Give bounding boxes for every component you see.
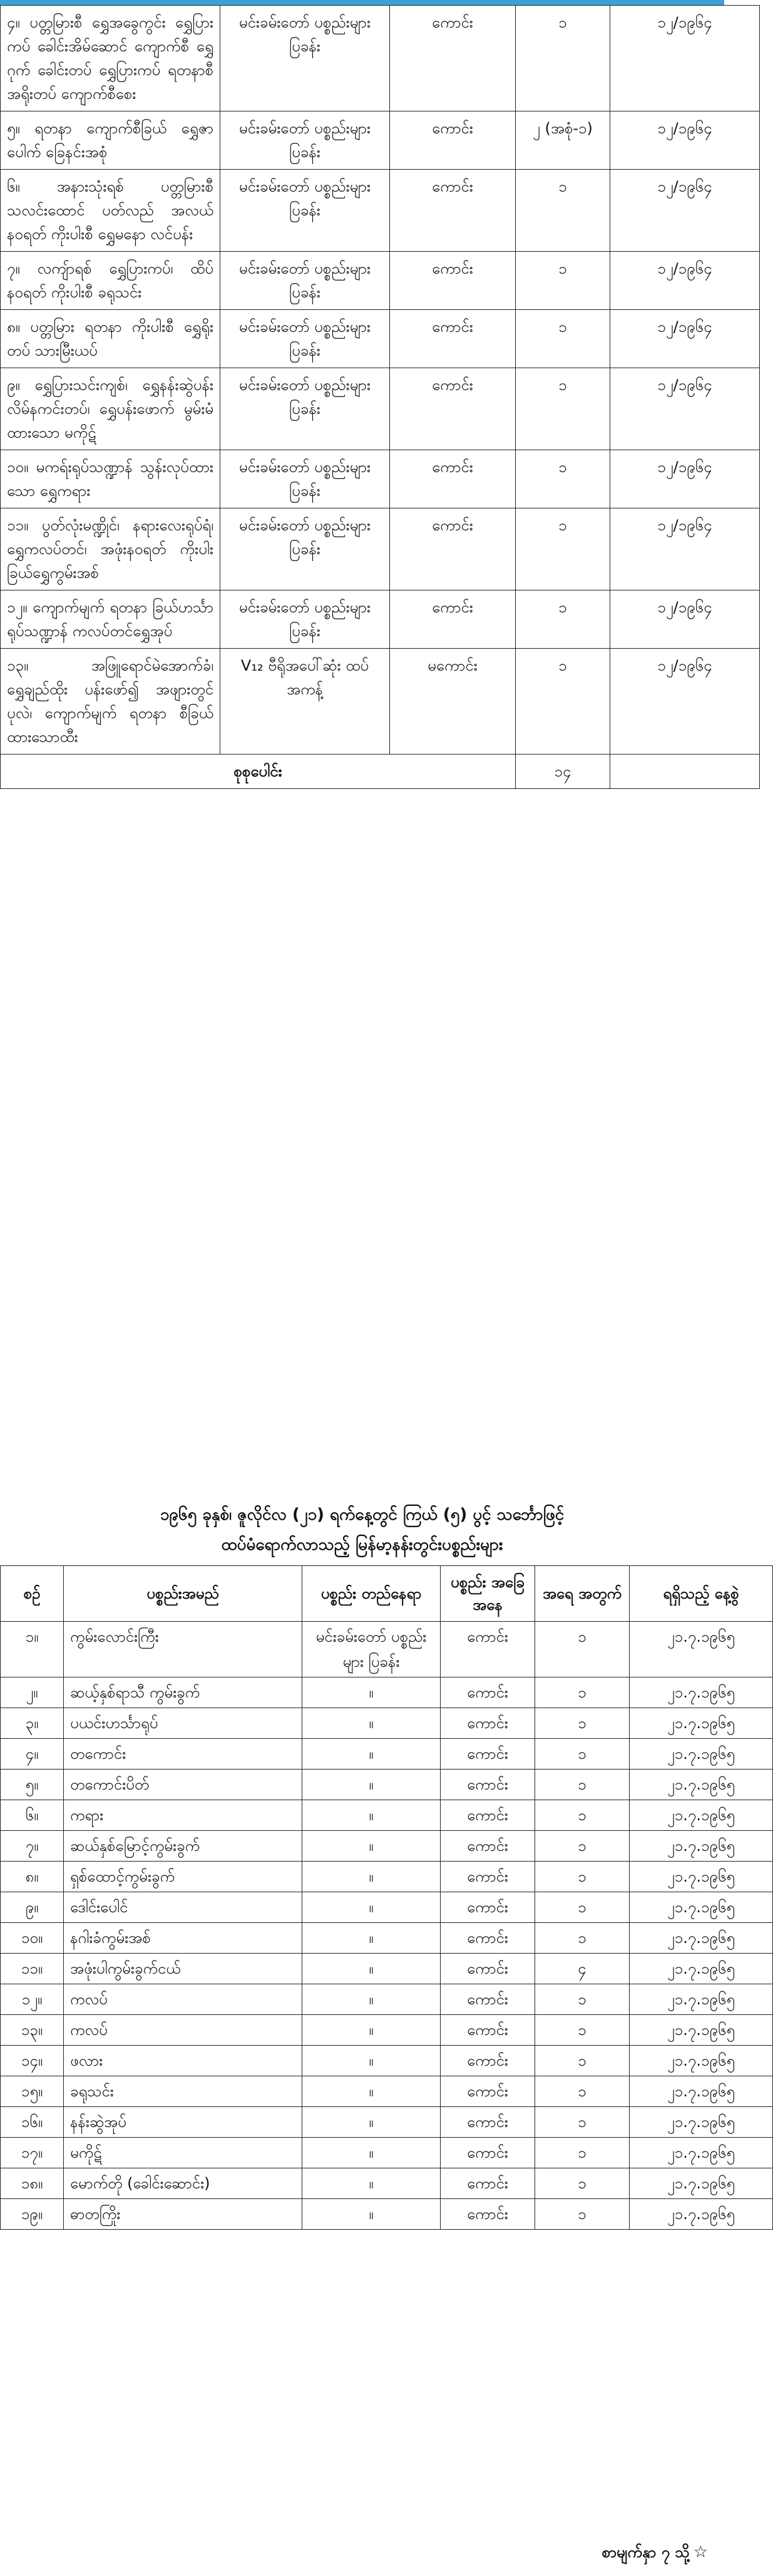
item-quantity: ၁ <box>535 1739 630 1770</box>
item-name: ဆယ်နှစ်မြောင့်ကွမ်းခွက် <box>64 1831 302 1862</box>
item-quantity: ၁ <box>535 1677 630 1708</box>
item-name: ဒေါင်းပေါင် <box>64 1892 302 1923</box>
header-date: ရရှိသည့် နေ့စွဲ <box>630 1566 773 1622</box>
table-row <box>1 111 760 170</box>
item-quantity: ၁ <box>516 368 610 450</box>
item-condition: ကောင်း <box>390 170 516 252</box>
item-location: ။ <box>302 2138 441 2168</box>
table-row <box>1 590 760 649</box>
row-number: ၁၅။ <box>1 2076 64 2107</box>
table-row <box>1 170 760 252</box>
item-quantity: ၁ <box>516 310 610 368</box>
row-number: ၁၉။ <box>1 2199 64 2230</box>
row-number: ၇။ <box>1 1831 64 1862</box>
table-row <box>1 1739 773 1770</box>
item-name: ရှစ်ထောင့်ကွမ်းခွက် <box>64 1862 302 1892</box>
table-header-row <box>1 1566 773 1622</box>
table-row <box>1 2046 773 2076</box>
item-name: ၉။ ရွှေပြားသင်းကျစ်၊ ရွှေနန်းဆွဲပန်းလိမ်နကင်းတပ်၊ ရွှေပန်းဖောက် မွမ်းမံထားသော မကိုဋ် <box>1 368 220 450</box>
item-condition: မကောင်း <box>390 649 516 755</box>
table-row <box>1 252 760 310</box>
items-table-1 <box>0 5 760 789</box>
item-quantity: ၁ <box>535 1622 630 1677</box>
item-location: မင်းခမ်းတော် ပစ္စည်းများပြခန်း <box>220 111 390 170</box>
item-location: ။ <box>302 1862 441 1892</box>
table-row <box>1 450 760 508</box>
table-row <box>1 2168 773 2199</box>
item-condition: ကောင်း <box>441 2168 535 2199</box>
item-location: ။ <box>302 2076 441 2107</box>
item-date: ၁၂/၁၉၆၄ <box>610 252 760 310</box>
total-empty-cell <box>610 755 760 789</box>
item-date: ၁၂/၁၉၆၄ <box>610 649 760 755</box>
row-number: ၁၆။ <box>1 2107 64 2138</box>
item-name: ခရုသင်း <box>64 2076 302 2107</box>
item-name: ၇။ လကျ်ာရစ် ရွှေပြားကပ်၊ ထိပ်နဝရတ် ကိုးပါးစီ ခရုသင်း <box>1 252 220 310</box>
item-date: ၂၁.၇.၁၉၆၅ <box>630 2107 773 2138</box>
table-row <box>1 2199 773 2230</box>
item-quantity: ၁ <box>535 1770 630 1800</box>
item-name: ၄။ ပတ္တမြားစီ ရွှေအခွေကွင်း ရွှေပြားကပ် ခေါင်းအိမ်ဆောင် ကျောက်စီ ရွှေဂုက် ခေါင်းတပ် ရွှေပြားကပ် ရတနာစီ အရိုးတပ် ကျောက်စီစေး <box>1 6 220 111</box>
item-location: မင်းခမ်းတော် ပစ္စည်းများပြခန်း <box>220 252 390 310</box>
item-condition: ကောင်း <box>390 368 516 450</box>
item-condition: ကောင်း <box>441 2046 535 2076</box>
item-location: ။ <box>302 1984 441 2015</box>
item-date: ၂၁.၇.၁၉၆၅ <box>630 2138 773 2168</box>
item-condition: ကောင်း <box>441 1984 535 2015</box>
item-condition: ကောင်း <box>390 252 516 310</box>
table-row <box>1 508 760 590</box>
row-number: ၁၃။ <box>1 2015 64 2046</box>
item-name: တကောင်းပိတ် <box>64 1770 302 1800</box>
item-location: မင်းခမ်းတော် ပစ္စည်းများ ပြခန်း <box>302 1622 441 1677</box>
item-date: ၁၂/၁၉၆၄ <box>610 508 760 590</box>
row-number: ၄။ <box>1 1739 64 1770</box>
item-quantity: ၁ <box>535 1923 630 1954</box>
row-number: ၂။ <box>1 1677 64 1708</box>
item-quantity: ၁ <box>535 2046 630 2076</box>
item-condition: ကောင်း <box>441 1862 535 1892</box>
section-title <box>0 1500 724 1560</box>
table-row <box>1 368 760 450</box>
item-date: ၁၂/၁၉၆၄ <box>610 170 760 252</box>
item-quantity: ၁ <box>516 6 610 111</box>
item-date: ၂၁.၇.၁၉၆၅ <box>630 1831 773 1862</box>
item-name: ကလပ် <box>64 2015 302 2046</box>
row-number: ၁၂။ <box>1 1984 64 2015</box>
table-row <box>1 2015 773 2046</box>
item-location: ။ <box>302 1923 441 1954</box>
item-condition: ကောင်း <box>390 310 516 368</box>
item-name: ၁၂။ ကျောက်မျက် ရတနာ ခြယ်ဟင်္သာရုပ်သဏ္ဍာန် ကလပ်တင်ရွှေအုပ် <box>1 590 220 649</box>
item-date: ၁၂/၁၉၆၄ <box>610 310 760 368</box>
table-row <box>1 1923 773 1954</box>
item-quantity: ၂ (အစုံ-၁) <box>516 111 610 170</box>
item-name: မောက်တို (ခေါင်းဆောင်း) <box>64 2168 302 2199</box>
item-location: ။ <box>302 2107 441 2138</box>
item-condition: ကောင်း <box>441 2107 535 2138</box>
item-condition: ကောင်း <box>390 450 516 508</box>
item-quantity: ၄ <box>535 1954 630 1984</box>
row-number: ၁၇။ <box>1 2138 64 2168</box>
item-quantity: ၁ <box>535 1892 630 1923</box>
table-row <box>1 1622 773 1677</box>
table-row <box>1 2107 773 2138</box>
item-location: ။ <box>302 1677 441 1708</box>
item-date: ၂၁.၇.၁၉၆၅ <box>630 1770 773 1800</box>
footer-text: စာမျက်နှာ ၇ သို့ <box>602 2543 690 2561</box>
item-date: ၂၁.၇.၁၉၆၅ <box>630 1923 773 1954</box>
item-name: ကွမ်းလောင်းကြီး <box>64 1622 302 1677</box>
item-condition: ကောင်း <box>441 2138 535 2168</box>
item-date: ၂၁.၇.၁၉၆၅ <box>630 1677 773 1708</box>
item-quantity: ၁ <box>535 1862 630 1892</box>
item-name: နန်းဆွဲအုပ် <box>64 2107 302 2138</box>
table-row <box>1 6 760 111</box>
table-row <box>1 2138 773 2168</box>
row-number: ၁။ <box>1 1622 64 1677</box>
item-condition: ကောင်း <box>441 1708 535 1739</box>
item-condition: ကောင်း <box>441 2076 535 2107</box>
item-name: ၁၀။ မကရ်းရုပ်သဏ္ဍာန် သွန်းလုပ်ထားသော ရွှေကရား <box>1 450 220 508</box>
item-date: ၁၂/၁၉၆၄ <box>610 368 760 450</box>
table-row <box>1 1800 773 1831</box>
item-date: ၁၂/၁၉၆၄ <box>610 450 760 508</box>
item-quantity: ၁ <box>535 2199 630 2230</box>
item-condition: ကောင်း <box>441 1923 535 1954</box>
item-quantity: ၁ <box>535 1831 630 1862</box>
item-quantity: ၁ <box>516 590 610 649</box>
item-condition: ကောင်း <box>441 1739 535 1770</box>
item-date: ၂၁.၇.၁၉၆၅ <box>630 1892 773 1923</box>
item-date: ၂၁.၇.၁၉၆၅ <box>630 2076 773 2107</box>
item-condition: ကောင်း <box>390 590 516 649</box>
header-item: ပစ္စည်းအမည် <box>64 1566 302 1622</box>
item-location: ။ <box>302 1770 441 1800</box>
item-date: ၂၁.၇.၁၉၆၅ <box>630 1862 773 1892</box>
star-icon: ☆ <box>693 2543 708 2562</box>
item-condition: ကောင်း <box>441 1954 535 1984</box>
item-name: ဓာတကြိုး <box>64 2199 302 2230</box>
item-quantity: ၁ <box>516 450 610 508</box>
header-condition: ပစ္စည်း အခြေ အနေ <box>441 1566 535 1622</box>
row-number: ၉။ <box>1 1892 64 1923</box>
item-location: မင်းခမ်းတော် ပစ္စည်းများပြခန်း <box>220 508 390 590</box>
item-location: မင်းခမ်းတော် ပစ္စည်းများပြခန်း <box>220 450 390 508</box>
item-name: ဆယ့်နှစ်ရာသီ ကွမ်းခွက် <box>64 1677 302 1708</box>
header-quantity: အရေ အတွက် <box>535 1566 630 1622</box>
item-name: ၁၁။ ပွတ်လုံးမဏ္ဍိုင်၊ နရားလေးရုပ်ရံ၊ ရွှေကလပ်တင်၊ အဖုံးနဝရတ် ကိုးပါးခြယ်ရွှေကွမ်းအစ် <box>1 508 220 590</box>
item-name: ကလပ် <box>64 1984 302 2015</box>
item-condition: ကောင်း <box>390 6 516 111</box>
item-location: မင်းခမ်းတော် ပစ္စည်းများပြခန်း <box>220 590 390 649</box>
item-quantity: ၁ <box>535 2107 630 2138</box>
item-name: ဖလား <box>64 2046 302 2076</box>
item-quantity: ၁ <box>535 2168 630 2199</box>
item-name: ၅။ ရတနာ ကျောက်စီခြယ် ရွှေဇာပေါက် ခြေနင်းအစုံ <box>1 111 220 170</box>
row-number: ၃။ <box>1 1708 64 1739</box>
item-location: ။ <box>302 2046 441 2076</box>
item-quantity: ၁ <box>516 508 610 590</box>
item-location: မင်းခမ်းတော် ပစ္စည်းများပြခန်း <box>220 368 390 450</box>
item-location: ။ <box>302 1892 441 1923</box>
row-number: ၁၈။ <box>1 2168 64 2199</box>
item-quantity: ၁ <box>535 2015 630 2046</box>
item-location: ။ <box>302 2199 441 2230</box>
item-name: နဂါးခံကွမ်းအစ် <box>64 1923 302 1954</box>
item-name: အဖုံးပါကွမ်းခွက်ငယ် <box>64 1954 302 1984</box>
item-quantity: ၁ <box>516 170 610 252</box>
item-quantity: ၁ <box>535 1800 630 1831</box>
page-continuation-footer <box>602 2542 708 2565</box>
item-condition: ကောင်း <box>390 111 516 170</box>
row-number: ၁၄။ <box>1 2046 64 2076</box>
top-accent-bar <box>0 0 724 5</box>
item-location: V₁₂ ဗီရိုအပေါ်ဆုံး ထပ်အကန့် <box>220 649 390 755</box>
table-row <box>1 1831 773 1862</box>
row-number: ၆။ <box>1 1800 64 1831</box>
section-title-line2: ထပ်မံရောက်လာသည့် မြန်မာ့နန်းတွင်းပစ္စည်းများ <box>221 1535 503 1554</box>
item-location: ။ <box>302 1954 441 1984</box>
item-date: ၂၁.၇.၁၉၆၅ <box>630 2015 773 2046</box>
table-row <box>1 2076 773 2107</box>
item-name: ပယင်းဟင်္သာရုပ် <box>64 1708 302 1739</box>
item-date: ၁၂/၁၉၆၄ <box>610 590 760 649</box>
table-row <box>1 1954 773 1984</box>
row-number: ၁၀။ <box>1 1923 64 1954</box>
item-quantity: ၁ <box>535 1984 630 2015</box>
item-date: ၂၁.၇.၁၉၆၅ <box>630 2199 773 2230</box>
item-condition: ကောင်း <box>441 2015 535 2046</box>
item-condition: ကောင်း <box>441 1677 535 1708</box>
item-location: မင်းခမ်းတော် ပစ္စည်းများပြခန်း <box>220 6 390 111</box>
table-row <box>1 310 760 368</box>
item-location: ။ <box>302 1739 441 1770</box>
item-condition: ကောင်း <box>441 1892 535 1923</box>
table-row <box>1 1677 773 1708</box>
item-location: မင်းခမ်းတော် ပစ္စည်းများပြခန်း <box>220 170 390 252</box>
total-value: ၁၄ <box>516 755 610 789</box>
item-date: ၂၁.၇.၁၉၆၅ <box>630 1954 773 1984</box>
item-condition: ကောင်း <box>441 1622 535 1677</box>
header-no: စဉ် <box>1 1566 64 1622</box>
item-quantity: ၁ <box>535 2076 630 2107</box>
table-row <box>1 1862 773 1892</box>
row-number: ၅။ <box>1 1770 64 1800</box>
item-condition: ကောင်း <box>441 1800 535 1831</box>
item-quantity: ၁ <box>535 1708 630 1739</box>
item-condition: ကောင်း <box>441 1831 535 1862</box>
item-date: ၂၁.၇.၁၉၆၅ <box>630 1739 773 1770</box>
item-date: ၂၁.၇.၁၉၆၅ <box>630 2046 773 2076</box>
item-location: ။ <box>302 2015 441 2046</box>
item-name: ကရား <box>64 1800 302 1831</box>
item-date: ၂၁.၇.၁၉၆၅ <box>630 1708 773 1739</box>
row-number: ၈။ <box>1 1862 64 1892</box>
item-condition: ကောင်း <box>390 508 516 590</box>
table-row <box>1 1984 773 2015</box>
table-row <box>1 649 760 755</box>
item-location: ။ <box>302 1831 441 1862</box>
header-place: ပစ္စည်း တည်နေရာ <box>302 1566 441 1622</box>
item-condition: ကောင်း <box>441 1770 535 1800</box>
item-location: မင်းခမ်းတော် ပစ္စည်းများပြခန်း <box>220 310 390 368</box>
item-quantity: ၁ <box>535 2138 630 2168</box>
total-row <box>1 755 760 789</box>
item-date: ၁၂/၁၉၆၄ <box>610 111 760 170</box>
item-name: မကိုဋ် <box>64 2138 302 2168</box>
table-row <box>1 1770 773 1800</box>
item-name: ၁၃။ အဖြူရောင်မဲအောက်ခံ၊ ရွှေချည်ထိုး ပန်းဖော်၍ အဖျားတွင် ပုလဲ၊ ကျောက်မျက် ရတနာ စီခြယ်ထားသောထီး <box>1 649 220 755</box>
items-table-2 <box>0 1565 773 2230</box>
table-row <box>1 1708 773 1739</box>
item-name: ၈။ ပတ္တမြား ရတနာ ကိုးပါးစီ ရွှေရိုးတပ် သားမြီးယပ် <box>1 310 220 368</box>
item-name: ၆။ အနားသုံးရစ် ပတ္တမြားစီ သလင်းထောင် ပတ်လည် အလယ်နဝရတ် ကိုးပါးစီ ရွှေမနော လင်ပန်း <box>1 170 220 252</box>
table-row <box>1 1892 773 1923</box>
item-date: ၂၁.၇.၁၉၆၅ <box>630 1984 773 2015</box>
item-condition: ကောင်း <box>441 2199 535 2230</box>
item-quantity: ၁ <box>516 252 610 310</box>
item-location: ။ <box>302 1708 441 1739</box>
item-name: တကောင်း <box>64 1739 302 1770</box>
total-label: စုစုပေါင်း <box>1 755 516 789</box>
row-number: ၁၁။ <box>1 1954 64 1984</box>
section-title-line1: ၁၉၆၅ ခုနှစ်၊ ဇူလိုင်လ (၂၁) ရက်နေ့တွင် ကြယ် (၅) ပွင့် သင်္ဘောဖြင့် <box>160 1505 565 1524</box>
item-date: ၁၂/၁၉၆၄ <box>610 6 760 111</box>
item-date: ၂၁.၇.၁၉၆၅ <box>630 2168 773 2199</box>
item-location: ။ <box>302 2168 441 2199</box>
item-location: ။ <box>302 1800 441 1831</box>
item-quantity: ၁ <box>516 649 610 755</box>
item-date: ၂၁.၇.၁၉၆၅ <box>630 1800 773 1831</box>
item-date: ၂၁.၇.၁၉၆၅ <box>630 1622 773 1677</box>
